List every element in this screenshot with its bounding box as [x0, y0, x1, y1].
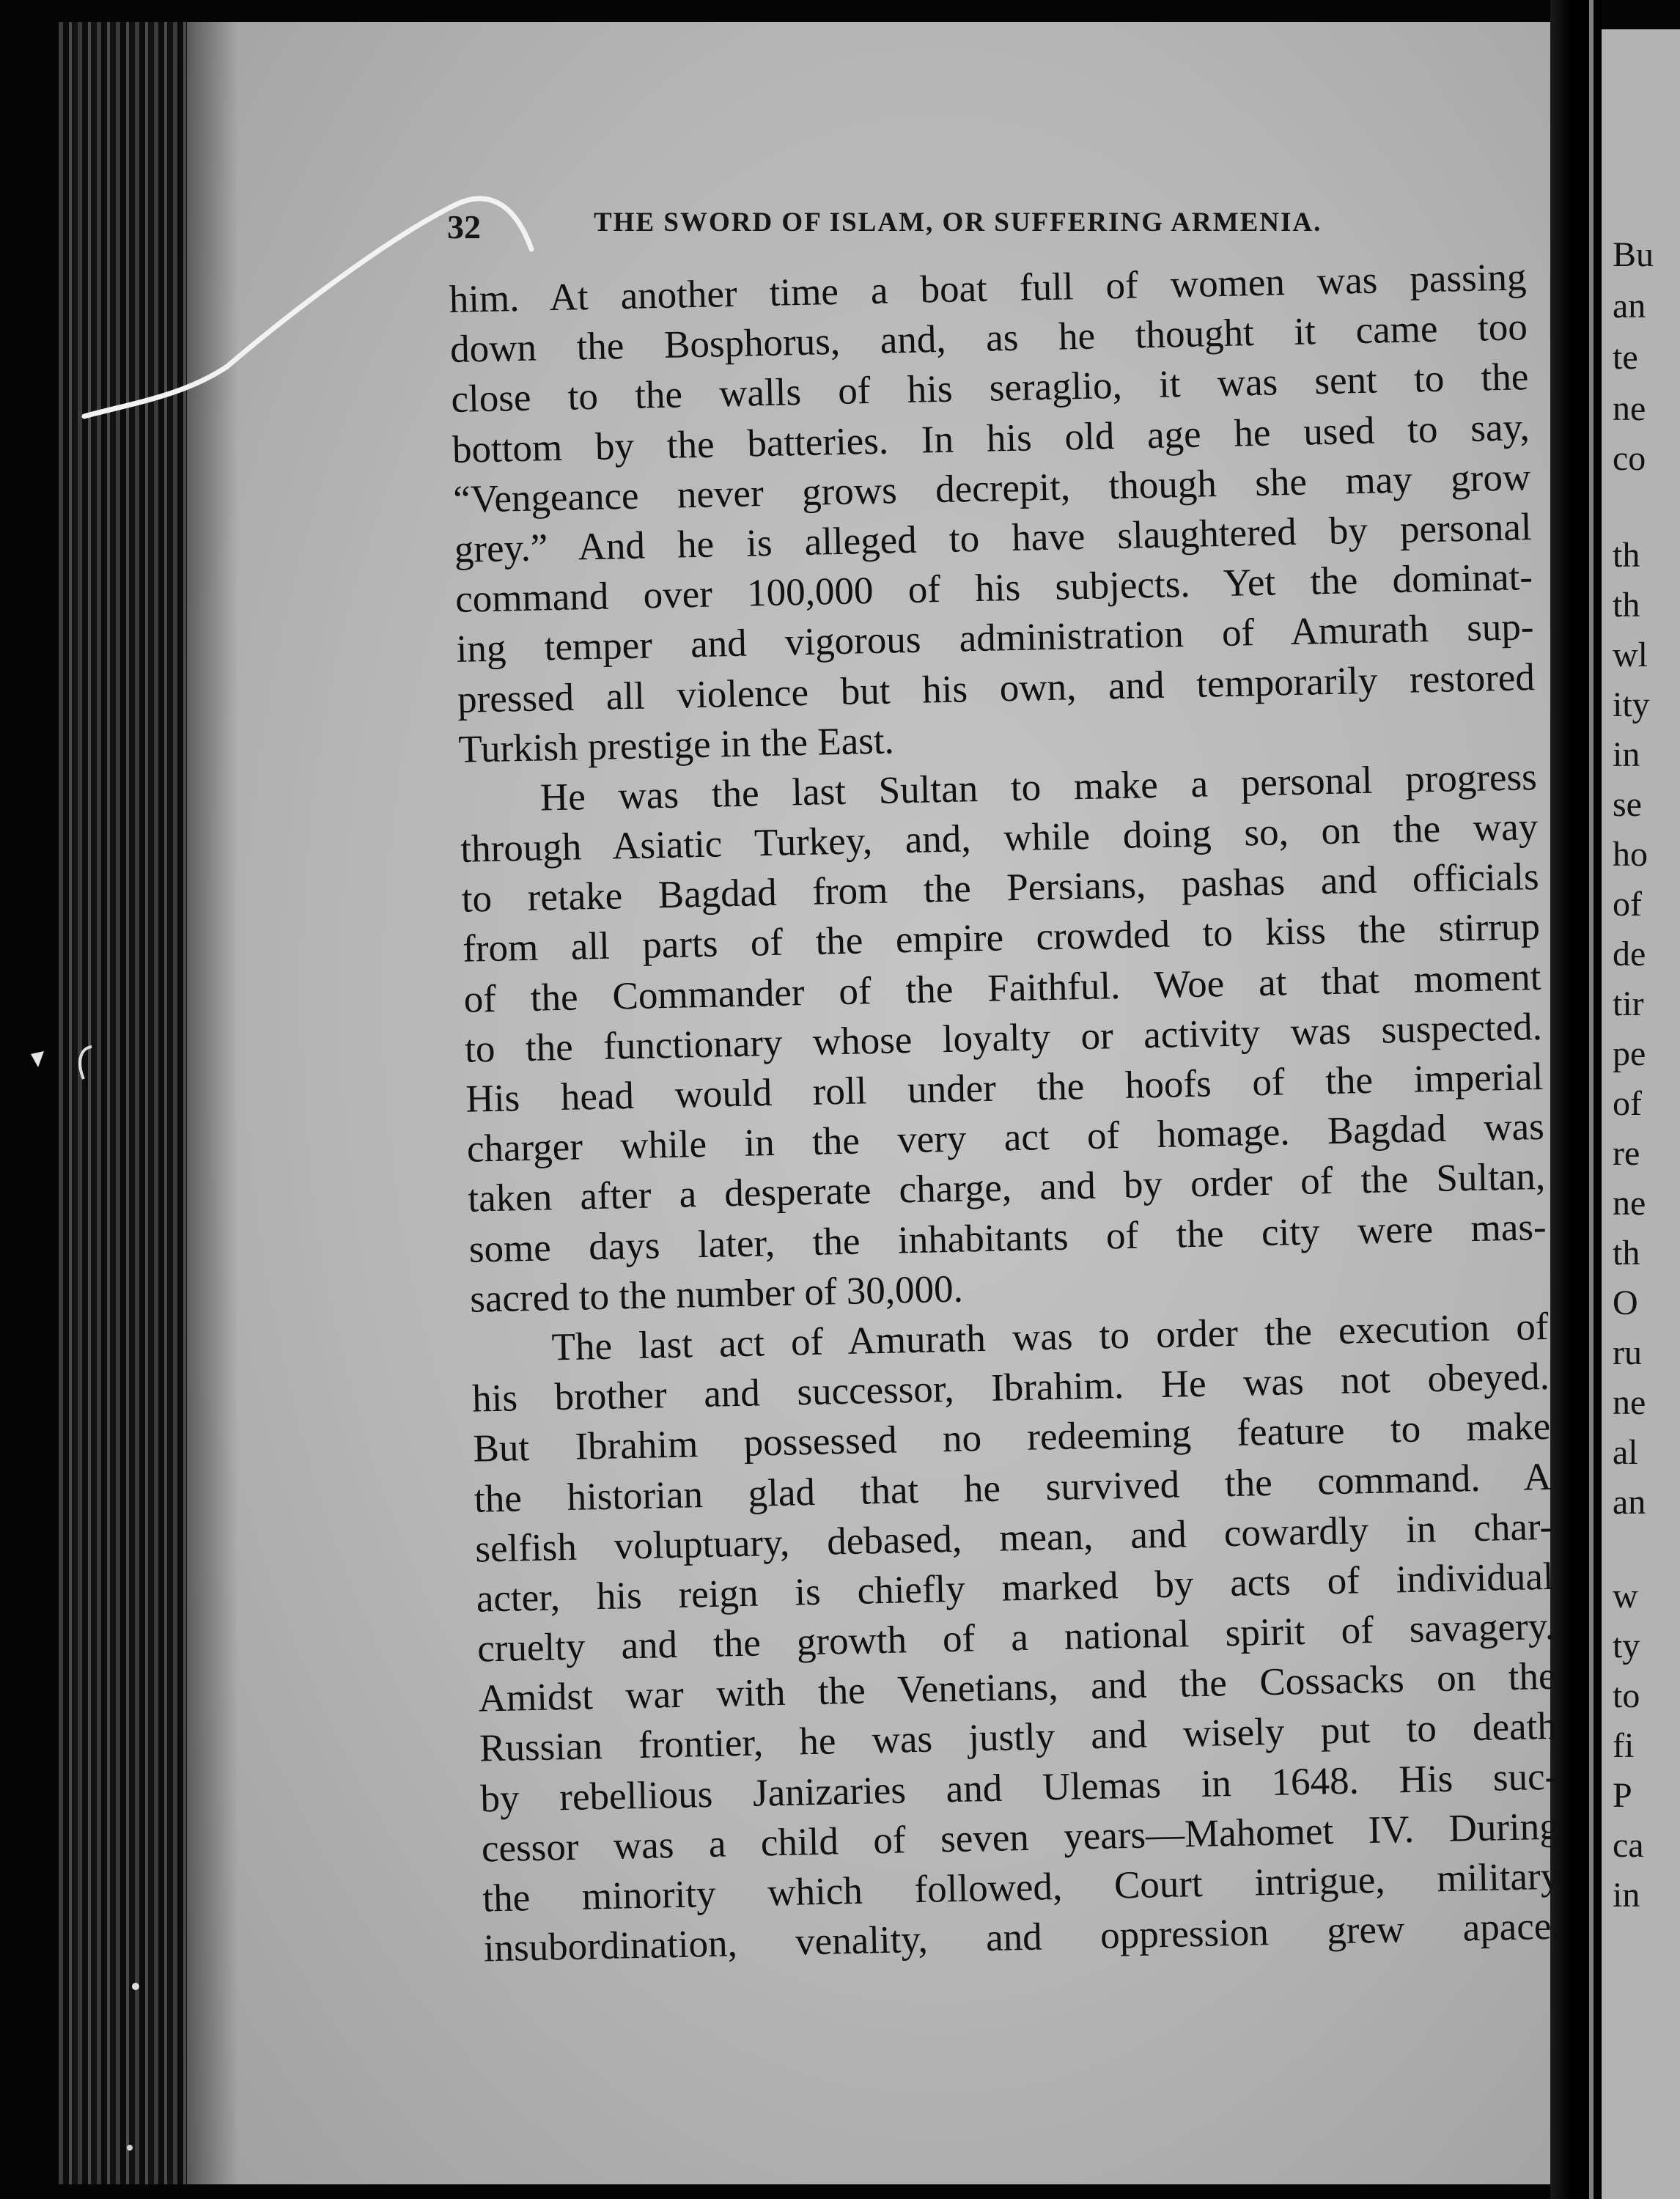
text-line: some days later, the inhabitants of the city were mas- [468, 1205, 1547, 1271]
facing-fragment: al [1613, 1433, 1638, 1472]
facing-fragment: to [1613, 1676, 1640, 1715]
facing-fragment: an [1613, 1483, 1646, 1522]
text-line: command over 100,000 of his subjects. Yet the dominat- [454, 556, 1533, 622]
facing-fragment: fi [1613, 1726, 1635, 1765]
text-line: Russian frontier, he was justly and wisely put to death [479, 1705, 1558, 1770]
text-line: Turkish prestige in the East. [457, 719, 895, 771]
text-line: to the functionary whose loyalty or activity was suspected. [464, 1005, 1543, 1071]
text-line: the historian glad that he survived the command. A [474, 1455, 1552, 1521]
facing-fragment: ru [1613, 1333, 1642, 1372]
text-line: insubordination, venality, and oppression grew apace. [483, 1904, 1562, 1970]
scan-speck [22, 1041, 103, 1092]
facing-fragment: de [1613, 935, 1646, 973]
facing-fragment: an [1613, 287, 1646, 325]
text-line: close to the walls of his seraglio, it was sent to the [450, 356, 1529, 421]
text-line: grey.” And he is alleged to have slaughtered by personal [454, 506, 1533, 571]
text-line: His head would roll under the hoofs of the imperial [465, 1055, 1544, 1121]
facing-fragment: ho [1613, 835, 1648, 874]
gutter-highlight [1589, 0, 1594, 2199]
facing-fragment: P [1613, 1776, 1632, 1815]
facing-fragment: ty [1613, 1627, 1640, 1665]
text-line: cruelty and the growth of a national spirit of savagery. [476, 1605, 1555, 1671]
running-head: THE SWORD OF ISLAM, OR SUFFERING ARMENIA. [594, 207, 1322, 237]
text-line: the minority which followed, Court intrigue, military [482, 1854, 1561, 1920]
facing-fragment: ca [1613, 1826, 1644, 1865]
text-line: cessor was a child of seven years—Mahomet IV. During [481, 1805, 1560, 1871]
facing-fragment: ity [1613, 685, 1650, 724]
facing-fragment: O [1613, 1283, 1638, 1322]
facing-fragment: ne [1613, 1383, 1646, 1422]
facing-fragment: th [1613, 586, 1640, 625]
text-line: acter, his reign is chiefly marked by acts of individual [476, 1555, 1555, 1621]
text-line: selfish voluptuary, debased, mean, and cowardly in char- [474, 1505, 1553, 1571]
text-line: charger while in the very act of homage. Bagdad was [466, 1105, 1545, 1171]
facing-fragment: th [1613, 1234, 1640, 1272]
page-number: 32 [447, 208, 481, 246]
facing-fragment: in [1613, 1876, 1640, 1915]
text-line: He was the last Sultan to make a personal progress [539, 755, 1538, 819]
facing-fragment: of [1613, 1084, 1642, 1123]
text-line: to retake Bagdad from the Persians, pashas and officials [461, 855, 1540, 921]
facing-fragment: te [1613, 338, 1638, 377]
facing-fragment: co [1613, 439, 1646, 478]
facing-fragment: re [1613, 1134, 1640, 1173]
scan-speck [114, 1972, 158, 2162]
facing-fragment: w [1613, 1577, 1638, 1616]
facing-fragment: ne [1613, 389, 1646, 428]
body-text [449, 252, 1561, 1974]
text-line: from all parts of the empire crowded to kiss the stirrup [462, 905, 1541, 971]
facing-fragment: Bu [1613, 235, 1654, 274]
facing-fragment: ne [1613, 1184, 1646, 1223]
text-line: down the Bosphorus, and, as he thought it came too [449, 306, 1528, 372]
facing-fragment: se [1613, 785, 1642, 824]
text-line: sacred to the number of 30,000. [469, 1267, 964, 1321]
text-line: Amidst war with the Venetians, and the Cossacks on the [478, 1655, 1556, 1720]
text-line: taken after a desperate charge, and by order of the Sultan, [467, 1155, 1546, 1221]
text-line: him. At another time a boat full of women was passing [449, 256, 1527, 321]
text-line: The last act of Amurath was to order the execution of [551, 1305, 1549, 1369]
text-line: through Asiatic Turkey, and, while doing so, on the way [460, 806, 1539, 871]
text-line: of the Commander of the Faithful. Woe at that moment [463, 955, 1541, 1021]
text-line: his brother and successor, Ibrahim. He was not obeyed. [471, 1355, 1550, 1421]
facing-fragment: tir [1613, 984, 1644, 1023]
text-line: ing temper and vigorous administration of Amurath sup- [456, 605, 1534, 671]
facing-fragment: th [1613, 536, 1640, 575]
facing-fragment: pe [1613, 1034, 1646, 1073]
text-line: pressed all violence but his own, and temporarily restored [457, 655, 1536, 721]
facing-fragment: wl [1613, 636, 1648, 674]
text-line: by rebellious Janizaries and Ulemas in 1648. His suc- [479, 1755, 1558, 1821]
text-line: bottom by the batteries. In his old age he used to say, [452, 405, 1530, 471]
text-line: “Vengeance never grows decrepit, though she may grow [452, 455, 1531, 521]
facing-fragment: in [1613, 735, 1640, 774]
text-line: But Ibrahim possessed no redeeming feature to make [472, 1405, 1551, 1470]
facing-fragment: of [1613, 885, 1642, 924]
